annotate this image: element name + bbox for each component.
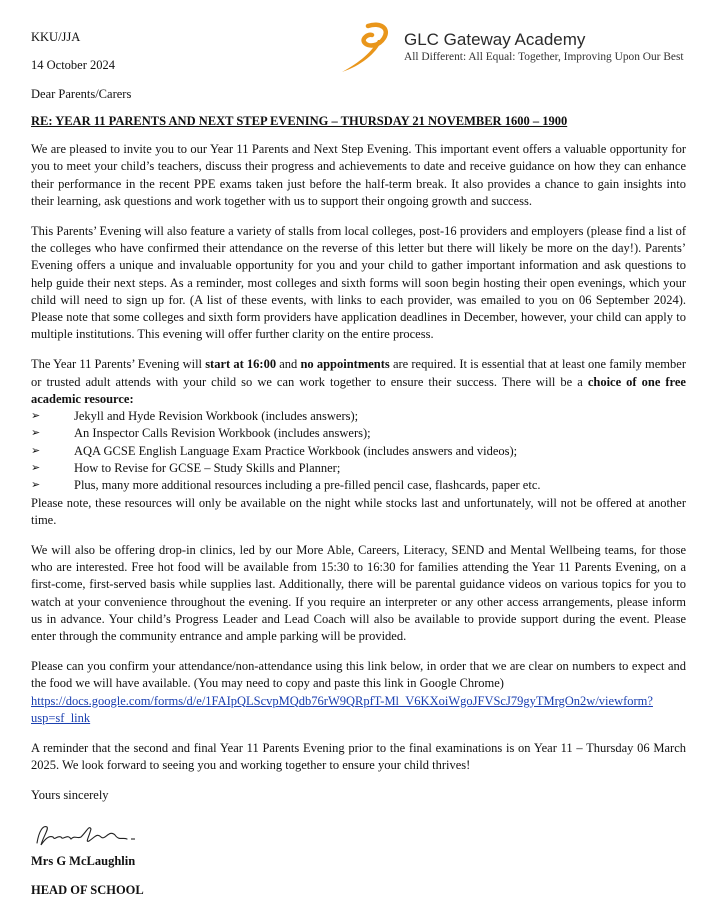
no-appointments-bold: no appointments [300, 357, 390, 372]
attendance-form-link[interactable]: https://docs.google.com/forms/d/e/1FAIpQLScvpMQdb76rW9QRpfT-Ml_V6KXoiWgoJFVScJ79gyTMrgOn2w/viewform?usp=sf_link [31, 693, 653, 725]
resource-text: Plus, many more additional resources including a pre-filled pencil case, flashcards, paper etc. [74, 478, 541, 493]
arrow-bullet-icon: ➢ [31, 427, 41, 440]
arrow-bullet-icon: ➢ [31, 479, 41, 492]
confirm-text: Please can you confirm your attendance/non-attendance using this link below, in order that we are clear on numbers to expect and the food we will have available. (You may need to copy and paste this link in Google Chrome) [31, 659, 686, 691]
list-item [31, 477, 686, 494]
arrow-bullet-icon: ➢ [31, 444, 41, 457]
paragraph-stalls: This Parents’ Evening will also feature a variety of stalls from local colleges, post-16 providers and employers (please find a list of the colleges who have confirmed their attendance on the reverse of this letter but there will likely be more on the day!). Parents’ Evening offers a unique and invaluable opportunity for you and your child to gather important information and ask questions to help guide their next steps. As a reminder, most colleges and sixth forms will soon begin hosting their open evenings, which your child will need to sign up for. (A list of these events, with links to each provider, was emailed to you on 06 September 2024). Please note that some colleges and sixth form providers have application deadlines in December, however, your child can apply to multiple institutions. This evening will offer further clarity on the entire process. [31, 223, 686, 342]
start-text-c: and [276, 357, 301, 372]
letter-reference: KKU/JJA [31, 30, 81, 44]
resource-list [31, 408, 686, 494]
list-item [31, 425, 686, 442]
list-item [31, 443, 686, 460]
school-tagline: All Different: All Equal: Together, Improving Upon Our Best [404, 51, 684, 63]
paragraph-invitation: We are pleased to invite you to our Year 11 Parents and Next Step Evening. This important event offers a valuable opportunity for you to meet your child’s teachers, discuss their progress and achievements to date and receive guidance on how they can enhance their performance in the recent PPE exams taken just before the half-term break. It also provides a chance to gain insights into their learning, ask questions and work together with us to support their ongoing growth and success. [31, 142, 686, 208]
signer-name: Mrs G McLaughlin [31, 853, 136, 868]
resource-text: AQA GCSE English Language Exam Practice Workbook (includes answers and videos); [74, 443, 518, 458]
school-name: GLC Gateway Academy [404, 30, 586, 49]
signer-title: HEAD OF SCHOOL [31, 883, 144, 898]
resource-text: How to Revise for GCSE – Study Skills and Planner; [74, 461, 341, 476]
signature-icon [31, 817, 151, 853]
paragraph-start-time [31, 356, 686, 408]
arrow-bullet-icon: ➢ [31, 462, 41, 475]
resource-text: An Inspector Calls Revision Workbook (includes answers); [74, 426, 371, 441]
list-item [31, 460, 686, 477]
arrow-bullet-icon: ➢ [31, 410, 41, 423]
paragraph-confirm [31, 658, 686, 727]
start-text-a: The Year 11 Parents’ Evening will [31, 357, 206, 372]
salutation: Dear Parents/Carers [31, 87, 132, 101]
paragraph-clinics: We will also be offering drop-in clinics, led by our More Able, Careers, Literacy, SEND and Mental Wellbeing teams, for those who are interested. Free hot food will be available from 15:30 to 16:30 for families attending the Year 11 Parents Evening, on a first-come, first-served basis while supplies last. Additionally, there will be parental guidance videos on various topics for you to watch at your convenience throughout the evening. If you require an interpreter or any other access arrangements, please inform us in advance. Your child’s Progress Leader and Lead Coach will also be available to provide support during the event. Please enter through the community entrance and ample parking will be provided. [31, 542, 686, 644]
letter-body [31, 141, 686, 912]
free-resource-bold: choice of one free academic resource: [31, 374, 686, 406]
letter-subject: RE: YEAR 11 PARENTS AND NEXT STEP EVENING – THURSDAY 21 NOVEMBER 1600 – 1900 [31, 114, 568, 128]
start-time-bold: start at 16:00 [205, 357, 277, 372]
school-logo [338, 22, 698, 74]
paragraph-reminder: A reminder that the second and final Year 11 Parents Evening prior to the final examinations is on Year 11 – Thursday 06 March 2025. We look forward to seeing you and working together to ensure your child thrives! [31, 740, 686, 772]
swoosh-logo-icon [338, 22, 402, 74]
sign-off: Yours sincerely [31, 787, 109, 802]
paragraph-resources-note: Please note, these resources will only be available on the night while stocks last and unfortunately, will not be offered at another time. [31, 495, 686, 527]
start-text-e: are required. It is essential that at least one family member or trusted adult attends with your child so we can work together to ensure their success. There will be a [31, 357, 686, 389]
list-item [31, 408, 686, 425]
letter-date: 14 October 2024 [31, 58, 116, 72]
handwritten-signature [31, 817, 686, 853]
resource-text: Jekyll and Hyde Revision Workbook (includes answers); [74, 409, 359, 424]
